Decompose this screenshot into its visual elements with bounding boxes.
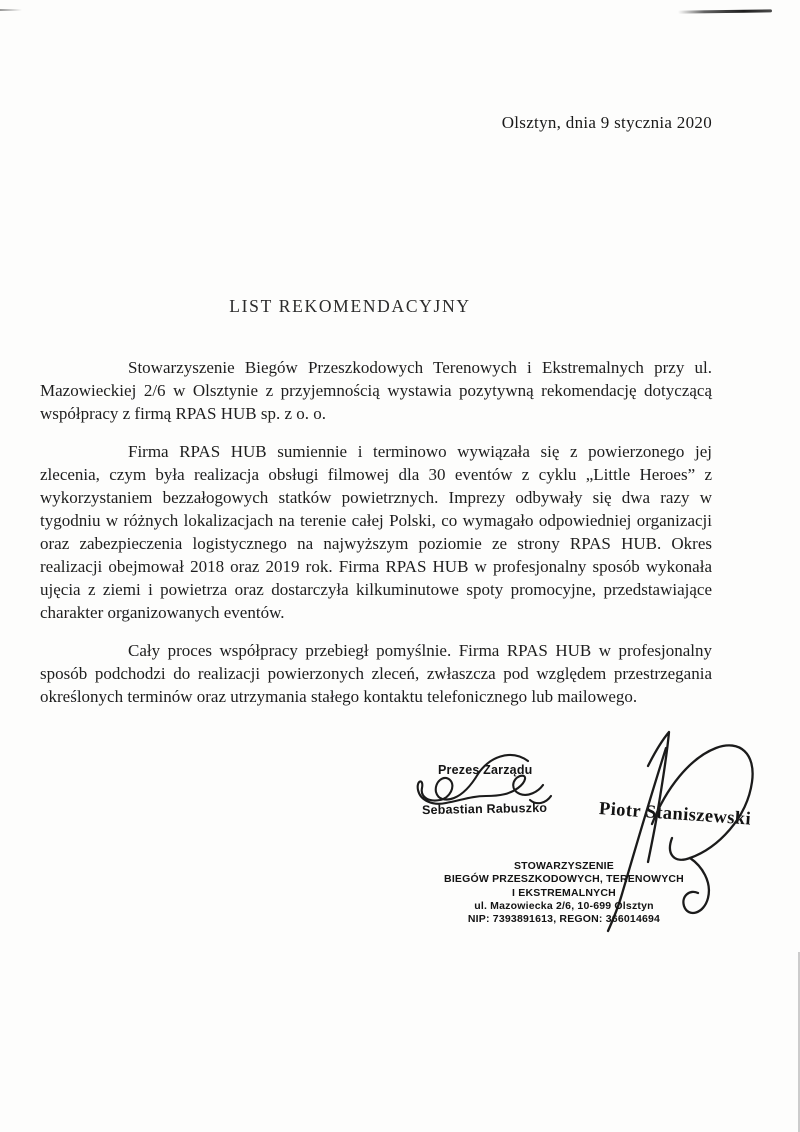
stamp-org-name-line: I EKSTREMALNYCH xyxy=(512,886,616,899)
stamp-address-line: ul. Mazowiecka 2/6, 10-699 Olsztyn xyxy=(474,899,654,912)
paragraph-conclusion: Cały proces współpracy przebiegł pomyślnie. Firma RPAS HUB w profesjonalny sposób podchodzi do realizacji powierzonych zleceń, zwłaszcza pod względem przestrzegania określonych terminów oraz utrzymania stałego kontaktu telefonicznego lub mailowego. xyxy=(40,641,712,706)
dateline: Olsztyn, dnia 9 stycznia 2020 xyxy=(501,113,712,132)
letter-body xyxy=(40,356,712,723)
org-stamp xyxy=(418,860,710,926)
scan-artifact-top-left xyxy=(0,9,22,11)
signer-name-left: Sebastian Rabuszko xyxy=(421,800,548,818)
signer-name-right: Piotr Staniszewski xyxy=(598,799,752,830)
scan-artifact-top-right xyxy=(678,9,772,13)
paragraph-project-details: Firma RPAS HUB sumiennie i terminowo wywiązała się z powierzonego jej zlecenia, czym była realizacja obsługi filmowej dla 30 eventów z cyklu „Little Heroes” z wykorzystaniem bezzałogowych statków powietrznych. Imprezy odbywały się dwa razy w tygodniu w różnych lokalizacjach na terenie całej Polski, co wymagało odpowiedniej organizacji oraz zabezpieczenia logistycznego na najwyższym poziomie ze strony RPAS HUB. Okres realizacji obejmował 2018 oraz 2019 rok. Firma RPAS HUB w profesjonalny sposób wykonała ujęcia z ziemi i powietrza oraz dostarczyła kilkuminutowe spoty promocyjne, przedstawiające charakter organizowanych eventów. xyxy=(40,442,712,622)
paragraph-introduction: Stowarzyszenie Biegów Przeszkodowych Terenowych i Ekstremalnych przy ul. Mazowieckiej 2/6 w Olsztynie z przyjemnością wystawia pozytywną rekomendację dotyczącą współpracy z firmą RPAS HUB sp. z o. o. xyxy=(40,358,712,423)
stamp-org-name-line: BIEGÓW PRZESZKODOWYCH, TERENOWYCH xyxy=(444,873,684,886)
signer-role-left: Prezes Zarządu xyxy=(438,763,533,777)
stamp-org-name-line: STOWARZYSZENIE xyxy=(513,860,615,872)
letter-title: LIST REKOMENDACYJNY xyxy=(229,296,471,316)
stamp-tax-ids-line: NIP: 7393891613, REGON: 366014694 xyxy=(467,913,661,926)
